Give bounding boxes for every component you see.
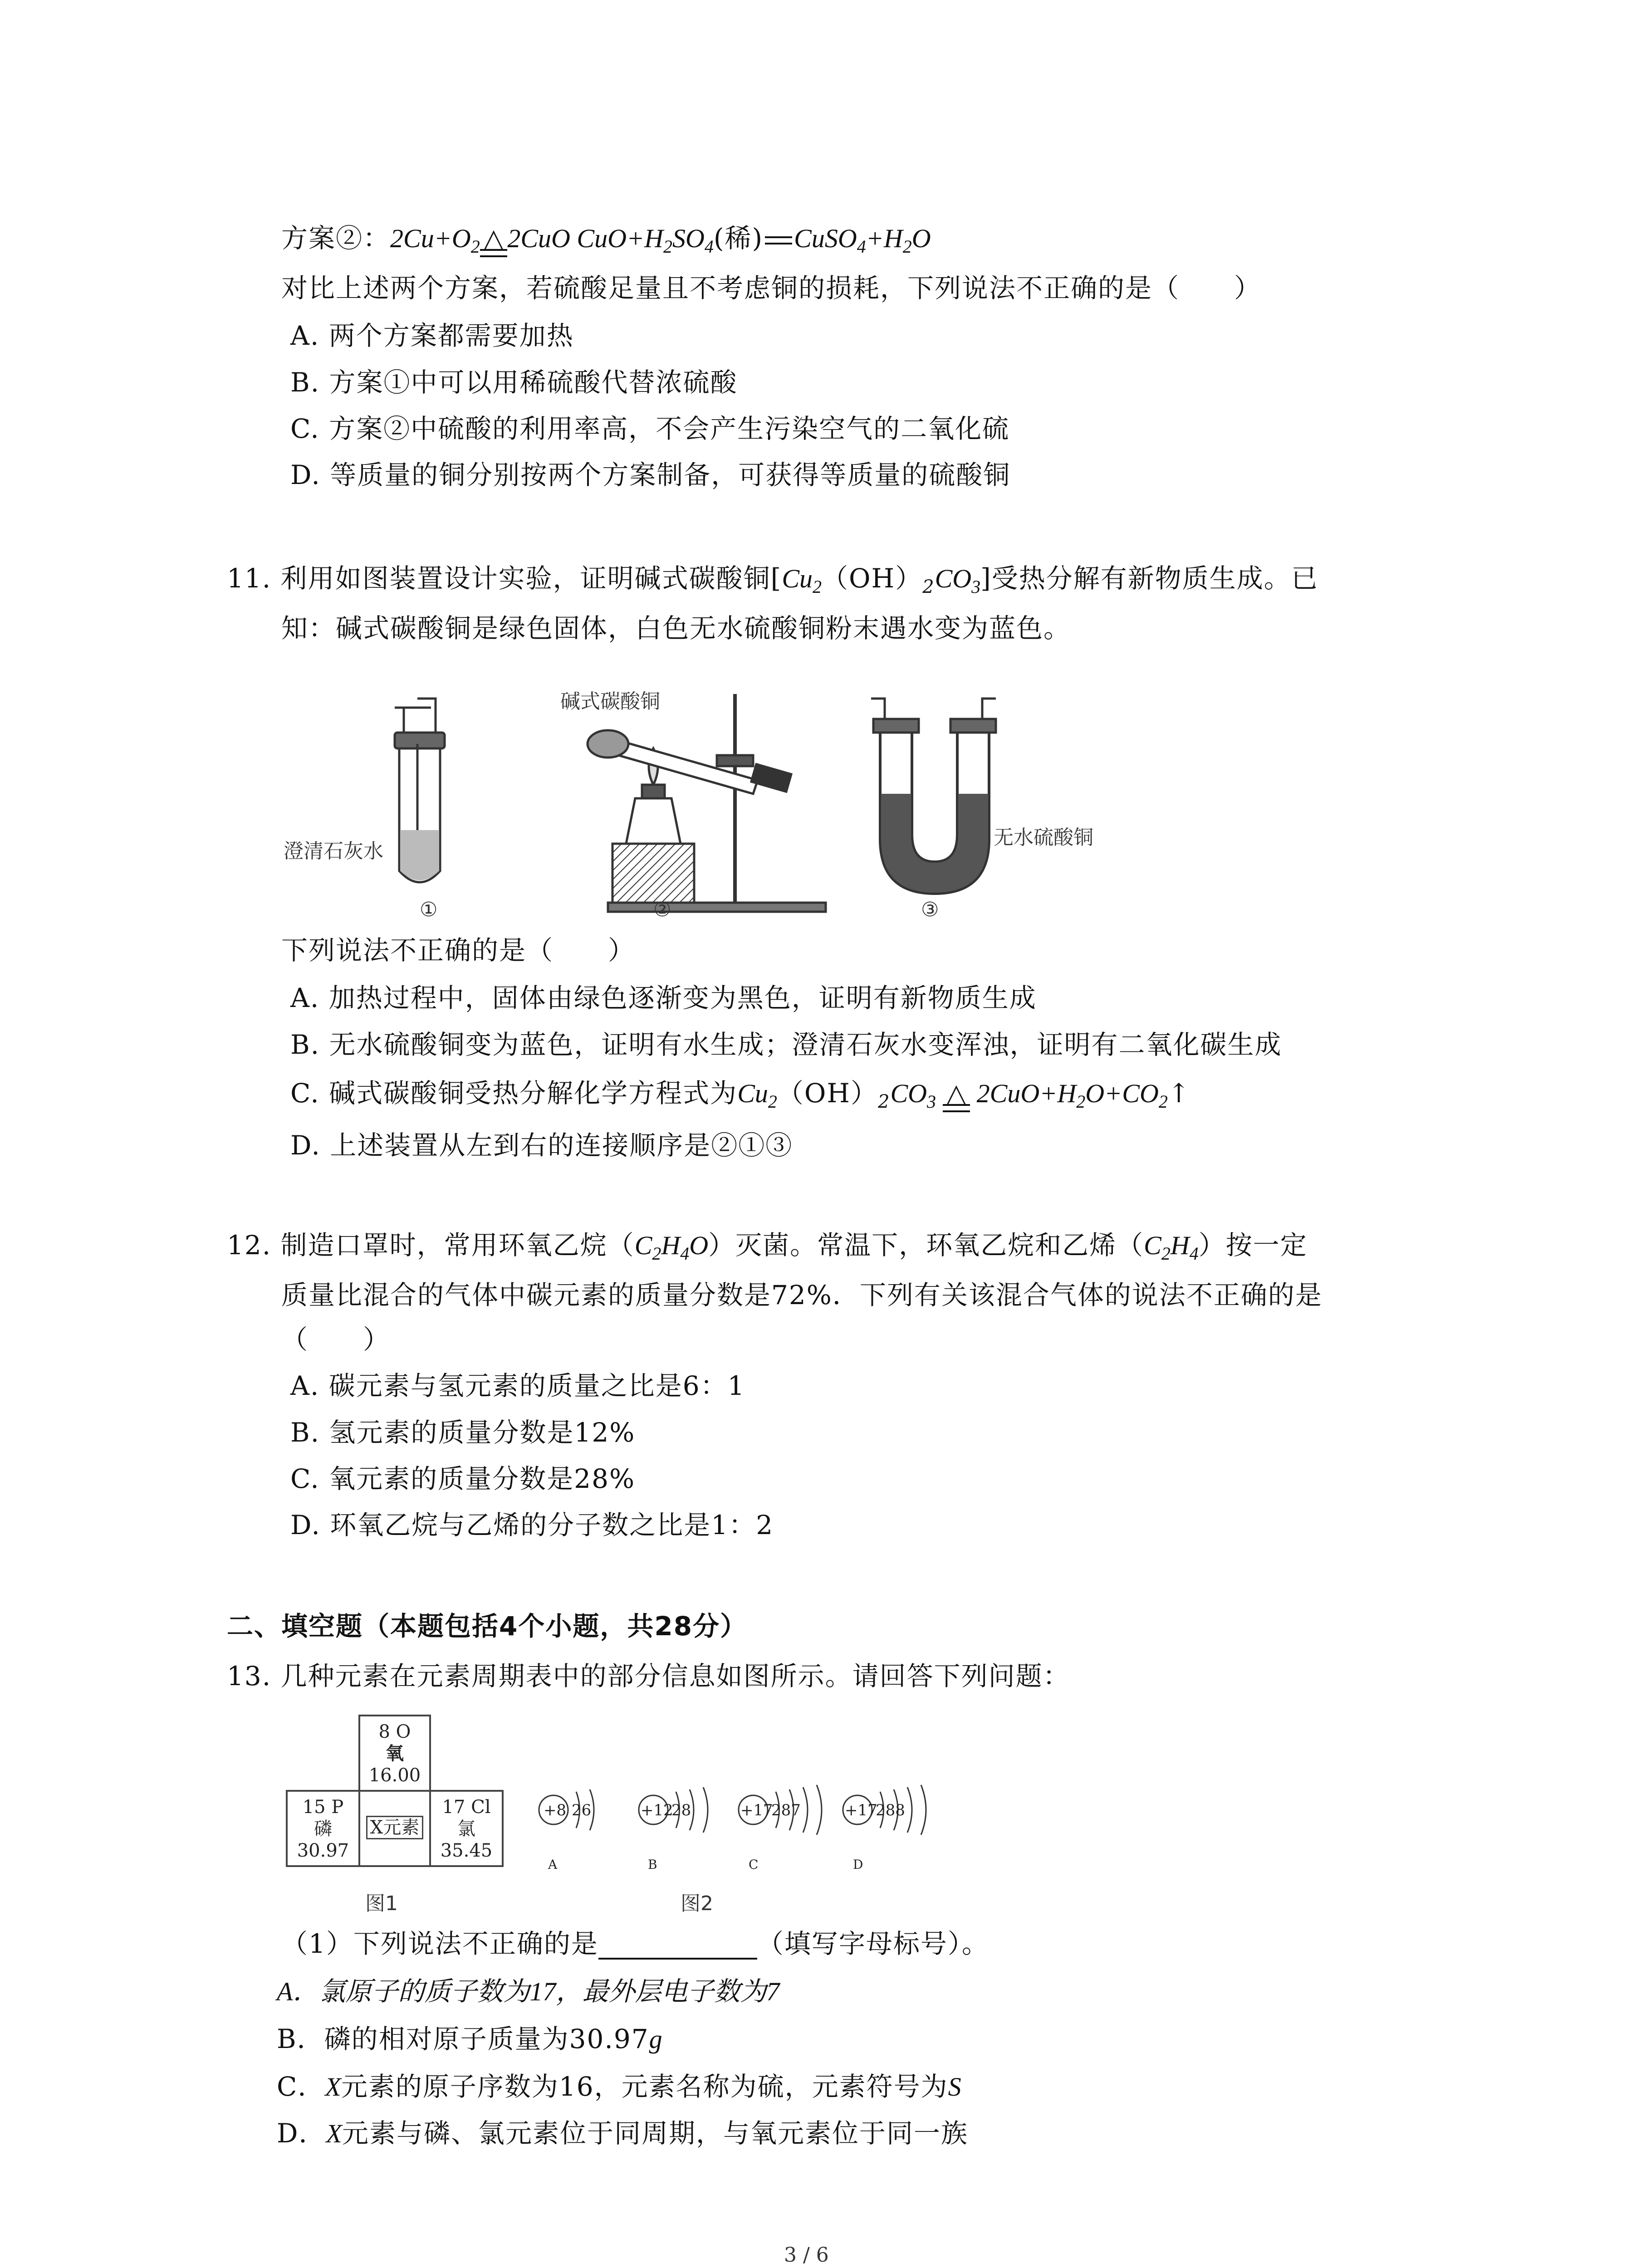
- atom-b-shells: 28: [671, 1801, 691, 1819]
- atom-a-nucleus: +8: [544, 1801, 567, 1819]
- q13-option-a: A．氯原子的质子数为17，最外层电子数为7: [277, 1977, 780, 2006]
- q11-line2: 知：碱式碳酸铜是绿色固体，白色无水硫酸铜粉末遇水变为蓝色。: [281, 613, 1071, 644]
- q10-option-b: B. 方案①中可以用稀硫酸代替浓硫酸: [290, 367, 738, 398]
- q12-line1: 12. 制造口罩时，常用环氧乙烷$(C_2H_4O)$灭菌。常温下，环氧乙烷和乙烯$(C_2H_4)$按一定: [227, 1230, 1308, 1264]
- q11-option-a: A. 加热过程中，固体由绿色逐渐变为黑色，证明有新物质生成: [290, 982, 1037, 1013]
- figure-number-2: ②: [653, 898, 671, 921]
- q12-line3: （ ）: [281, 1324, 391, 1355]
- u-tube: [871, 699, 996, 894]
- q11-stem: 下列说法不正确的是（ ）: [281, 935, 636, 966]
- q13-option-d: D．X元素与磷、氯元素位于同周期，与氧元素位于同一族: [277, 2118, 968, 2149]
- label-anhydrous-copper-sulfate: 无水硫酸铜: [994, 826, 1093, 849]
- element-chlorine: 17 Cl 氯 35.45: [429, 1790, 504, 1867]
- atom-c-label: C: [749, 1857, 759, 1872]
- limewater-tube: [395, 699, 445, 882]
- q10-scheme2-equation: 方案②：$2Cu+O_2$ △ 2CuO $CuO+H_2SO_4$(稀) $CuSO_4+H_2O$: [281, 223, 931, 257]
- figure-1-caption: 图1: [365, 1892, 398, 1915]
- q11-option-c: C. 碱式碳酸铜受热分解化学方程式为$Cu_2(OH)_2CO_3$ △ $2CuO+H_2O+CO_2↑$: [290, 1078, 1191, 1112]
- q12-line2: 质量比混合的气体中碳元素的质量分数是72%．下列有关该混合气体的说法不正确的是: [281, 1280, 1323, 1310]
- scheme2-label: 方案②：: [281, 223, 391, 254]
- atom-b-nucleus: +12: [641, 1801, 673, 1819]
- q10-option-c: C. 方案②中硫酸的利用率高，不会产生污染空气的二氧化硫: [290, 413, 1010, 444]
- element-phosphorus: 15 P 磷 30.97: [286, 1790, 360, 1867]
- q13-sub1: （1）下列说法不正确的是 （填写字母标号）。: [281, 1928, 989, 1959]
- atom-a-shells: 26: [572, 1801, 592, 1819]
- equation: $2Cu+O_2$ △ 2CuO $CuO+H_2SO_4$: [390, 224, 714, 257]
- q12-option-d: D. 环氧乙烷与乙烯的分子数之比是1：2: [290, 1510, 774, 1540]
- atom-c-shells: 287: [771, 1801, 801, 1819]
- figure-2-caption: 图2: [681, 1892, 713, 1915]
- heating-setup: [588, 694, 826, 912]
- label-limewater: 澄清石灰水: [284, 840, 383, 863]
- q11-line1: 11. 利用如图装置设计实验，证明碱式碳酸铜$[Cu_2(OH)_2CO_3]$受热分解有新物质生成。已: [227, 563, 1318, 597]
- atom-b-label: B: [648, 1857, 657, 1872]
- answer-blank[interactable]: [598, 1933, 757, 1960]
- periodic-table-fragment: [286, 1715, 504, 1869]
- section-heading: 二、填空题（本题包括4个小题，共28分）: [227, 1611, 748, 1642]
- q13-stem: 13. 几种元素在元素周期表中的部分信息如图所示。请回答下列问题：: [227, 1661, 1070, 1691]
- atom-c-nucleus: +17: [740, 1801, 773, 1819]
- q10-option-a: A. 两个方案都需要加热: [290, 320, 574, 351]
- label-basic-copper-carbonate: 碱式碳酸铜: [560, 690, 660, 713]
- page-number: 3 / 6: [784, 2244, 829, 2267]
- q10-stem: 对比上述两个方案，若硫酸足量且不考虑铜的损耗，下列说法不正确的是（ ）: [281, 273, 1262, 303]
- figure-number-1: ①: [420, 898, 438, 921]
- element-x: X元素: [358, 1790, 431, 1867]
- q12-option-c: C. 氧元素的质量分数是28%: [290, 1463, 636, 1494]
- q11-option-b: B. 无水硫酸铜变为蓝色，证明有水生成；澄清石灰水变浑浊，证明有二氧化碳生成: [290, 1029, 1282, 1060]
- atom-d-label: D: [853, 1857, 863, 1872]
- q10-option-d: D. 等质量的铜分别按两个方案制备，可获得等质量的硫酸铜: [290, 459, 1011, 490]
- q13-option-b: B．磷的相对原子质量为30.97g: [277, 2024, 662, 2054]
- q13-option-c: C．X元素的原子序数为16，元素名称为硫，元素符号为S: [277, 2071, 961, 2102]
- atom-d-nucleus: +17: [845, 1801, 877, 1819]
- q12-option-a: A. 碳元素与氢元素的质量之比是6：1: [290, 1370, 745, 1401]
- q11-option-d: D. 上述装置从左到右的连接顺序是②①③: [290, 1130, 793, 1161]
- figure-number-3: ③: [921, 898, 939, 921]
- equals-sign: [765, 236, 792, 244]
- apparatus-figure: [281, 680, 1166, 943]
- element-oxygen: 8 O 氧 16.00: [358, 1715, 431, 1792]
- atom-d-shells: 288: [876, 1801, 905, 1819]
- atom-a-label: A: [548, 1857, 558, 1872]
- q12-option-b: B. 氢元素的质量分数是12%: [290, 1417, 636, 1448]
- atom-structure-diagrams: [526, 1778, 935, 1878]
